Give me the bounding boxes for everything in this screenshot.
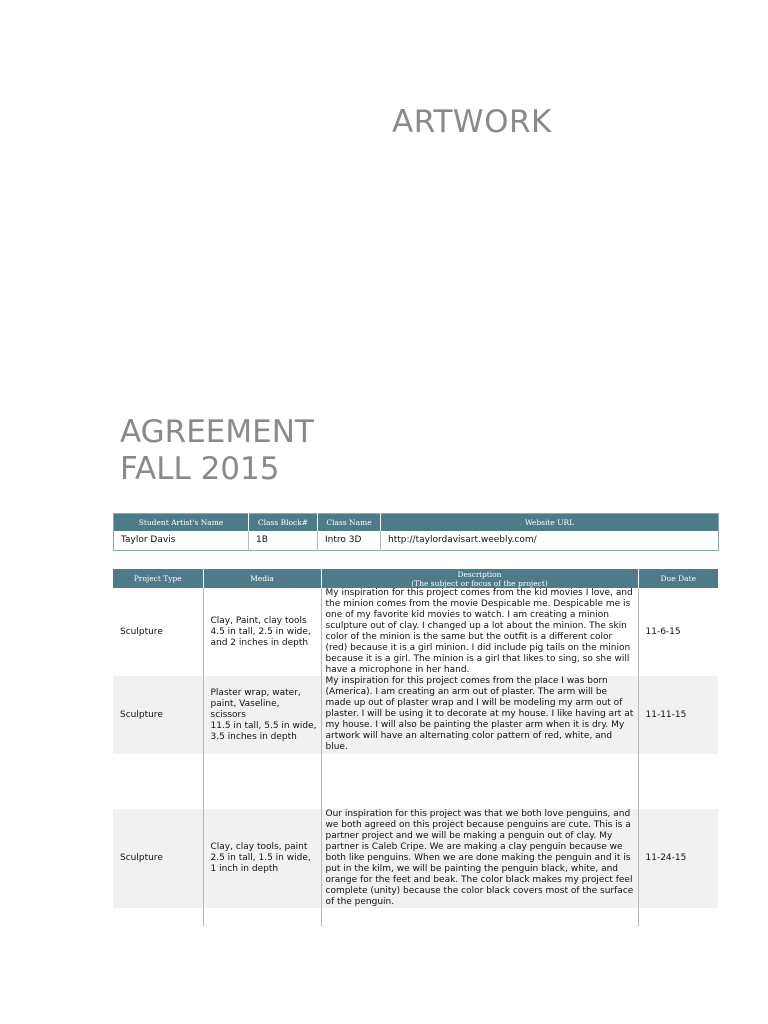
project-type-cell: Sculpture xyxy=(113,809,203,908)
student-table-row xyxy=(114,531,719,551)
due-date-cell xyxy=(638,754,718,809)
student-info-table xyxy=(113,513,719,551)
header-media: Media xyxy=(203,569,321,588)
description-cell xyxy=(321,908,638,926)
project-type-cell: Sculpture xyxy=(113,676,203,754)
header-class-name: Class Name xyxy=(318,514,381,532)
header-project-type: Project Type xyxy=(113,569,203,588)
table-row xyxy=(113,754,718,809)
student-name-cell: Taylor Davis xyxy=(121,535,176,545)
table-row xyxy=(113,809,718,908)
header-student-name: Student Artist's Name xyxy=(114,514,249,532)
due-date-cell: 11-24-15 xyxy=(638,809,718,908)
description-cell: Our inspiration for this project was that we both love penguins, and we both agreed on this project because penguins are cute. This is a partner project and we will be making a penguin out of clay. My partner is Caleb Cripe. We are making a clay penguin because we both like penguins. When we are done making the penguin and it is put in the kilm, we will be painting the penguin black, white, and orange for the feet and beak. The color black makes my project feel complete (unity) because the color black covers most of the surface of the penguin. xyxy=(321,809,638,908)
project-type-cell: Sculpture xyxy=(113,588,203,676)
media-cell: Clay, Paint, clay tools 4.5 in tall, 2.5 in wide, and 2 inches in depth xyxy=(203,588,321,676)
student-table-header-row xyxy=(114,514,719,532)
media-cell xyxy=(203,908,321,926)
subtitle-line-2: FALL 2015 xyxy=(120,451,280,487)
project-type-cell xyxy=(113,908,203,926)
project-type-cell xyxy=(113,754,203,809)
projects-table-header-row xyxy=(113,569,718,588)
class-name-cell: Intro 3D xyxy=(318,531,381,551)
document-title: ARTWORK xyxy=(392,104,552,140)
table-row xyxy=(113,676,718,754)
table-row xyxy=(113,908,718,926)
header-class-block: Class Block# xyxy=(249,514,318,532)
header-description-title: Description xyxy=(457,569,502,579)
document-subtitle xyxy=(120,414,314,488)
media-cell: Plaster wrap, water, paint, Vaseline, scissors 11.5 in tall, 5.5 in wide, 3.5 inches in depth xyxy=(203,676,321,754)
header-description-subtitle: (The subject or focus of the project) xyxy=(411,578,548,588)
media-cell: Clay, clay tools, paint 2.5 in tall, 1.5 in wide, 1 inch in depth xyxy=(203,809,321,908)
description-cell xyxy=(321,754,638,809)
header-website-url: Website URL xyxy=(381,514,719,532)
description-cell: My inspiration for this project comes from the kid movies I love, and the minion comes from the movie Despicable me. Despicable me is one of my favorite kid movies to watch. I am creating a minion sculpture out of clay. I changed up a lot about the minion. The skin color of the minion is the same but the outfit is a different color (red) because it is a girl minion. I did include pig tails on the minion because it is a girl. The minion is a girl that likes to sing, so she will have a microphone in her hand. xyxy=(321,588,638,676)
header-description xyxy=(321,569,638,588)
description-cell: My inspiration for this project comes from the place I was born (America). I am creating an arm out of plaster. The arm will be made up out of plaster wrap and I will be modeling my arm out of plaster. I will be using it to decorate at my house. I like having art at my house. I will also be painting the plaster arm when it is dry. My artwork will have an alternating color pattern of red, white, and blue. xyxy=(321,676,638,754)
subtitle-line-1: AGREEMENT xyxy=(120,414,314,450)
media-cell xyxy=(203,754,321,809)
table-row xyxy=(113,588,718,676)
website-url-cell: http://taylordavisart.weebly.com/ xyxy=(381,531,719,551)
due-date-cell: 11-6-15 xyxy=(638,588,718,676)
due-date-cell: 11-11-15 xyxy=(638,676,718,754)
projects-table xyxy=(113,569,718,926)
due-date-cell xyxy=(638,908,718,926)
header-due-date: Due Date xyxy=(638,569,718,588)
class-block-cell: 1B xyxy=(249,531,318,551)
